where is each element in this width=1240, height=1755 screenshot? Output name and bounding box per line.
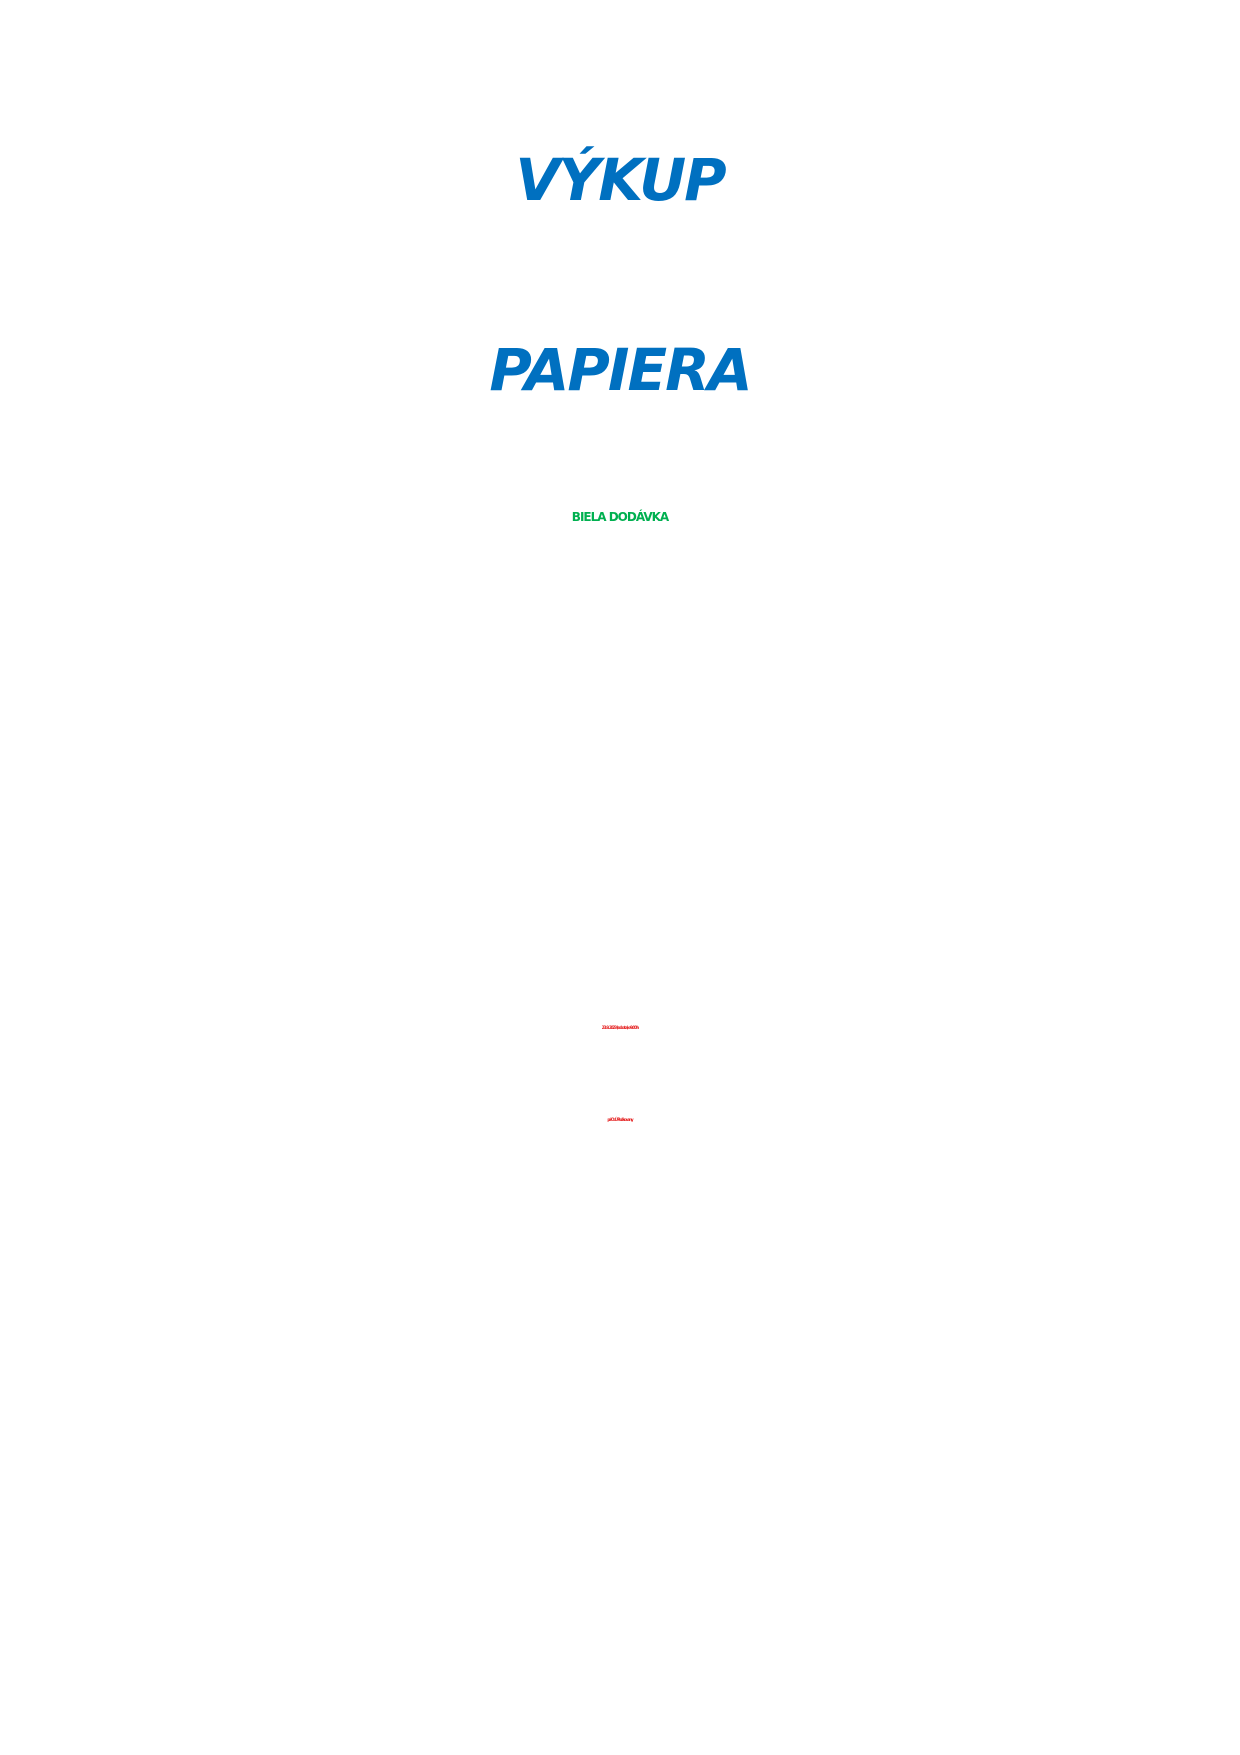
offer-item (0, 832, 1240, 872)
offer-item (0, 883, 1240, 923)
offer-item (0, 731, 1240, 771)
note-line-2 (0, 1319, 1240, 1369)
note-line-1 (0, 1259, 1240, 1309)
subtitle: BIELA DODÁVKA (571, 510, 669, 524)
title-line-2: PAPIERA (489, 336, 751, 404)
event-location: pri OcÚ Rožkovany (607, 1117, 633, 1122)
event-date-time: 23. 9. 2023 (sobota) o 9:00 h (601, 1025, 639, 1030)
offer-item (0, 681, 1240, 721)
title-line-1: VÝKUP (515, 146, 725, 214)
offer-item (0, 782, 1240, 822)
offer-item (0, 630, 1240, 670)
note-line-3 (0, 1379, 1240, 1429)
